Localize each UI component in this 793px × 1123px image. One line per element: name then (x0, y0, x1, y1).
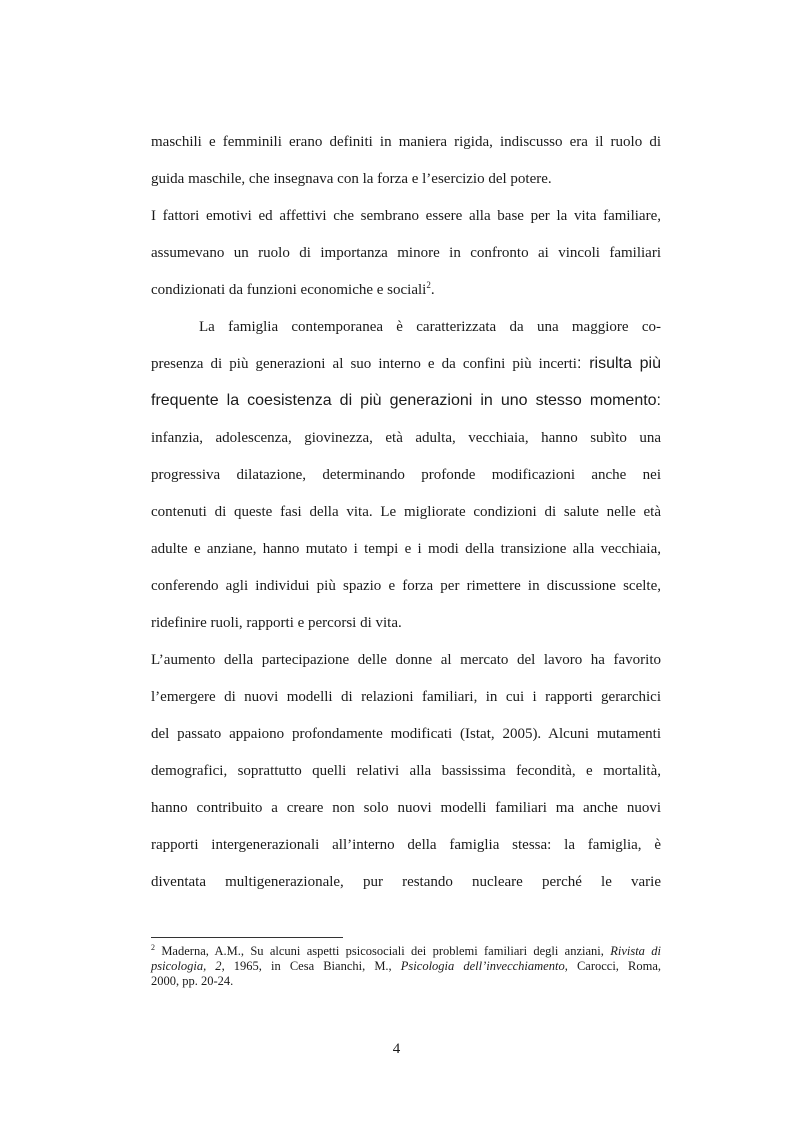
body-line-2-text: guida maschile, che insegnava con la forza e l’esercizio del potere. (151, 171, 552, 187)
footnote-reference: 2 (426, 280, 431, 290)
body-line-7-sans-text: : risulta più (576, 355, 661, 372)
body-line-8 (151, 392, 661, 410)
body-line-8-text: frequente la coesistenza di più generazioni in uno stesso momento: (151, 392, 661, 409)
body-line-12-text: adulte e anziane, hanno mutato i tempi e i modi della transizione alla vecchiaia, (151, 541, 661, 557)
body-line-19 (151, 799, 661, 817)
body-line-5-text: condizionati da funzioni economiche e sociali (151, 282, 427, 298)
body-line-11-text: contenuti di queste fasi della vita. Le migliorate condizioni di salute nelle età (151, 504, 661, 520)
body-line-4 (151, 244, 661, 262)
body-line-10-text: progressiva dilatazione, determinando profonde modificazioni anche nei (151, 467, 661, 483)
footnote-journal-title: Rivista di (610, 944, 661, 958)
body-line-12 (151, 540, 661, 558)
body-line-16 (151, 688, 661, 706)
body-line-3 (151, 207, 661, 225)
footnote-journal-volume: psicologia, 2 (151, 959, 222, 973)
body-line-9 (151, 429, 661, 447)
body-line-2 (151, 170, 661, 188)
body-line-21 (151, 873, 661, 891)
footnote-line-2 (151, 959, 661, 973)
body-line-17-text: del passato appaiono profondamente modificati (Istat, 2005). Alcuni mutamenti (151, 726, 661, 742)
body-line-5 (151, 281, 661, 299)
footnote-line-1 (151, 944, 661, 958)
body-line-16-text: l’emergere di nuovi modelli di relazioni familiari, in cui i rapporti gerarchici (151, 689, 661, 705)
body-line-3-text: I fattori emotivi ed affettivi che sembrano essere alla base per la vita familiare, (151, 208, 661, 224)
body-line-6-text: La famiglia contemporanea è caratterizzata da una maggiore co- (199, 319, 661, 335)
body-line-10 (151, 466, 661, 484)
footnote-line-1-text: Maderna, A.M., Su alcuni aspetti psicosociali dei problemi familiari degli anziani, (155, 944, 611, 958)
footnote-book-title: Psicologia dell’invecchiamento (400, 959, 565, 973)
body-line-14-text: ridefinire ruoli, rapporti e percorsi di vita. (151, 615, 402, 631)
body-line-7-text: presenza di più generazioni al suo interno e da confini più incerti (151, 356, 577, 372)
page-number: 4 (392, 1041, 401, 1057)
footnote-line-3 (151, 974, 661, 988)
footnote-divider (151, 937, 343, 938)
body-line-4-text: assumevano un ruolo di importanza minore in confronto ai vincoli familiari (151, 245, 661, 261)
body-line-17 (151, 725, 661, 743)
body-line-15-text: L’aumento della partecipazione delle donne al mercato del lavoro ha favorito (151, 652, 661, 668)
footnote-line-2-text-b: , Carocci, Roma, (564, 959, 662, 973)
body-line-11 (151, 503, 661, 521)
body-line-6 (199, 318, 661, 336)
body-line-20 (151, 836, 661, 854)
footnote-line-2-text-a: , 1965, in Cesa Bianchi, M., (221, 959, 401, 973)
footnote-line-3-text: 2000, pp. 20-24. (151, 974, 234, 988)
body-line-13 (151, 577, 661, 595)
body-line-1-text: maschili e femminili erano definiti in maniera rigida, indiscusso era il ruolo di (151, 134, 661, 150)
body-line-18-text: demografici, soprattutto quelli relativi alla bassissima fecondità, e mortalità, (151, 763, 661, 779)
body-line-13-text: conferendo agli individui più spazio e forza per rimettere in discussione scelte, (151, 578, 661, 594)
body-line-9-text: infanzia, adolescenza, giovinezza, età adulta, vecchiaia, hanno subìto una (151, 430, 661, 446)
body-line-19-text: hanno contribuito a creare non solo nuovi modelli familiari ma anche nuovi (151, 800, 661, 816)
body-line-1 (151, 133, 661, 151)
body-line-15 (151, 651, 661, 669)
body-line-18 (151, 762, 661, 780)
body-line-20-text: rapporti intergenerazionali all’interno della famiglia stessa: la famiglia, è (151, 837, 661, 853)
body-line-21-text: diventata multigenerazionale, pur restando nucleare perché le varie (151, 874, 661, 890)
body-line-7 (151, 355, 661, 373)
body-line-5-period: . (430, 282, 435, 298)
body-line-14 (151, 614, 661, 632)
footnote-number: 2 (151, 942, 155, 952)
